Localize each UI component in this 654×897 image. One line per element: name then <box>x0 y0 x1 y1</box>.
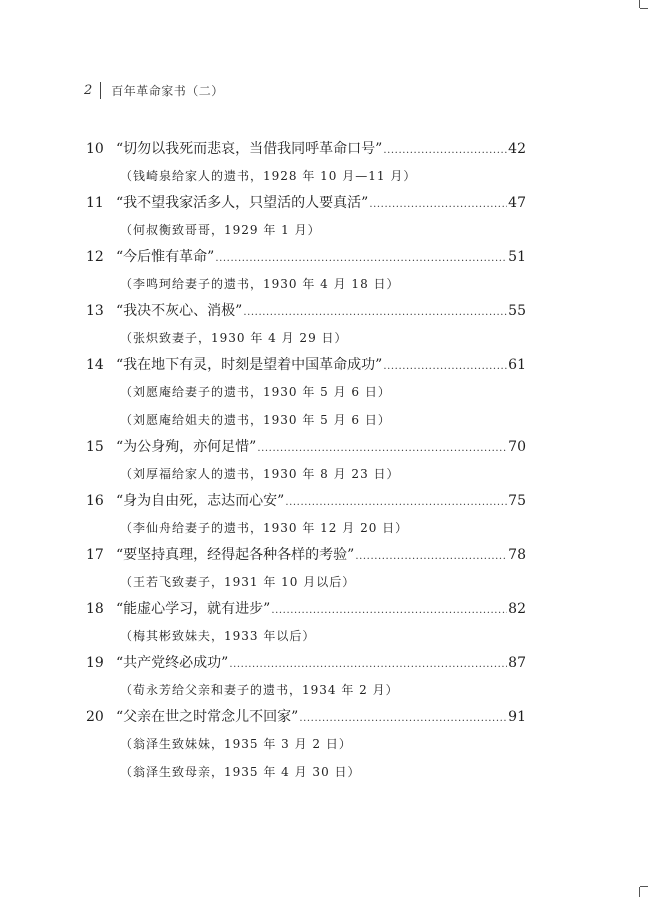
entry-title: “我不望我家活多人，只望活的人要真活” <box>116 195 369 211</box>
toc-entry <box>86 434 526 488</box>
entry-page-number: 87 <box>508 655 526 671</box>
toc-title-line[interactable] <box>86 298 526 324</box>
toc-title-line[interactable] <box>86 488 526 514</box>
page-number: 2 <box>84 82 93 98</box>
entry-title: “切勿以我死而悲哀，当借我同呼革命口号” <box>116 141 383 157</box>
entry-number: 11 <box>86 195 104 211</box>
toc-entry <box>86 488 526 542</box>
dot-leader <box>383 354 507 380</box>
dot-leader <box>229 652 507 678</box>
toc-title-line[interactable] <box>86 136 526 162</box>
toc-entry <box>86 542 526 596</box>
entry-number: 19 <box>86 655 104 671</box>
entry-title: “为公身殉，亦何足惜” <box>116 439 257 455</box>
entry-title: “能虚心学习，就有进步” <box>116 601 271 617</box>
entry-subtitle: （荀永芳给父亲和妻子的遗书，1934 年 2 月） <box>120 683 399 697</box>
entry-number: 13 <box>86 303 104 319</box>
entry-subtitle: （何叔衡致哥哥，1929 年 1 月） <box>120 223 321 237</box>
crop-mark <box>640 8 648 9</box>
entry-subtitle: （钱崎泉给家人的遗书，1928 年 10 月—11 月） <box>120 169 417 183</box>
entry-page-number: 75 <box>508 493 526 509</box>
toc-entry <box>86 352 526 434</box>
toc-title-line[interactable] <box>86 352 526 378</box>
entry-number: 17 <box>86 547 104 563</box>
entry-subtitle: （李仙舟给妻子的遗书，1930 年 12 月 20 日） <box>120 521 409 535</box>
entry-title: “我决不灰心、消极” <box>116 303 243 319</box>
book-title: 百年革命家书（二） <box>111 83 224 98</box>
dot-leader <box>271 598 507 624</box>
entry-page-number: 61 <box>508 357 526 373</box>
dot-leader <box>243 300 507 326</box>
entry-title: “我在地下有灵，时刻是望着中国革命成功” <box>116 357 383 373</box>
entry-page-number: 55 <box>508 303 526 319</box>
entry-page-number: 70 <box>508 439 526 455</box>
dot-leader <box>215 246 507 272</box>
entry-page-number: 82 <box>508 601 526 617</box>
entry-subtitle: （李鸣珂给妻子的遗书，1930 年 4 月 18 日） <box>120 277 400 291</box>
toc-entry <box>86 244 526 298</box>
toc-entry <box>86 136 526 190</box>
running-head <box>84 81 224 99</box>
entry-title: “今后惟有革命” <box>116 249 215 265</box>
entry-subtitle: （刘厚福给家人的遗书，1930 年 8 月 23 日） <box>120 467 400 481</box>
dot-leader <box>299 706 507 732</box>
entry-number: 15 <box>86 439 104 455</box>
table-of-contents <box>86 136 526 786</box>
entry-page-number: 47 <box>508 195 526 211</box>
entry-number: 16 <box>86 493 104 509</box>
entry-subtitle: （翁泽生致妹妹，1935 年 3 月 2 日） <box>120 737 352 751</box>
toc-title-line[interactable] <box>86 244 526 270</box>
dot-leader <box>257 436 507 462</box>
entry-number: 18 <box>86 601 104 617</box>
toc-entry <box>86 298 526 352</box>
dot-leader <box>369 192 507 218</box>
toc-entry <box>86 704 526 786</box>
entry-title: “共产党终必成功” <box>116 655 229 671</box>
toc-title-line[interactable] <box>86 542 526 568</box>
crop-mark <box>640 886 648 887</box>
crop-mark <box>639 0 640 8</box>
toc-title-line[interactable] <box>86 596 526 622</box>
toc-title-line[interactable] <box>86 704 526 730</box>
entry-page-number: 42 <box>508 141 526 157</box>
toc-title-line[interactable] <box>86 190 526 216</box>
entry-number: 14 <box>86 357 104 373</box>
entry-subtitle: （张炽致妻子，1930 年 4 月 29 日） <box>120 331 348 345</box>
dot-leader <box>285 490 507 516</box>
header-divider <box>100 82 101 99</box>
entry-subtitle: （梅其彬致妹夫，1933 年以后） <box>120 629 316 643</box>
toc-entry <box>86 190 526 244</box>
entry-title: “身为自由死，志达而心安” <box>116 493 285 509</box>
toc-title-line[interactable] <box>86 650 526 676</box>
entry-number: 12 <box>86 249 104 265</box>
entry-subtitle: （刘愿庵给妻子的遗书，1930 年 5 月 6 日） <box>120 385 391 399</box>
toc-title-line[interactable] <box>86 434 526 460</box>
dot-leader <box>383 138 507 164</box>
crop-mark <box>639 887 640 897</box>
entry-number: 20 <box>86 709 104 725</box>
entry-subtitle: （刘愿庵给姐夫的遗书，1930 年 5 月 6 日） <box>120 413 391 427</box>
entry-number: 10 <box>86 141 104 157</box>
entry-page-number: 78 <box>508 547 526 563</box>
entry-subtitle: （翁泽生致母亲，1935 年 4 月 30 日） <box>120 765 361 779</box>
toc-entry <box>86 650 526 704</box>
entry-page-number: 51 <box>508 249 526 265</box>
toc-entry <box>86 596 526 650</box>
entry-title: “要坚持真理，经得起各种各样的考验” <box>116 547 355 563</box>
entry-page-number: 91 <box>508 709 526 725</box>
dot-leader <box>355 544 507 570</box>
entry-title: “父亲在世之时常念儿不回家” <box>116 709 299 725</box>
entry-subtitle: （王若飞致妻子，1931 年 10 月以后） <box>120 575 356 589</box>
